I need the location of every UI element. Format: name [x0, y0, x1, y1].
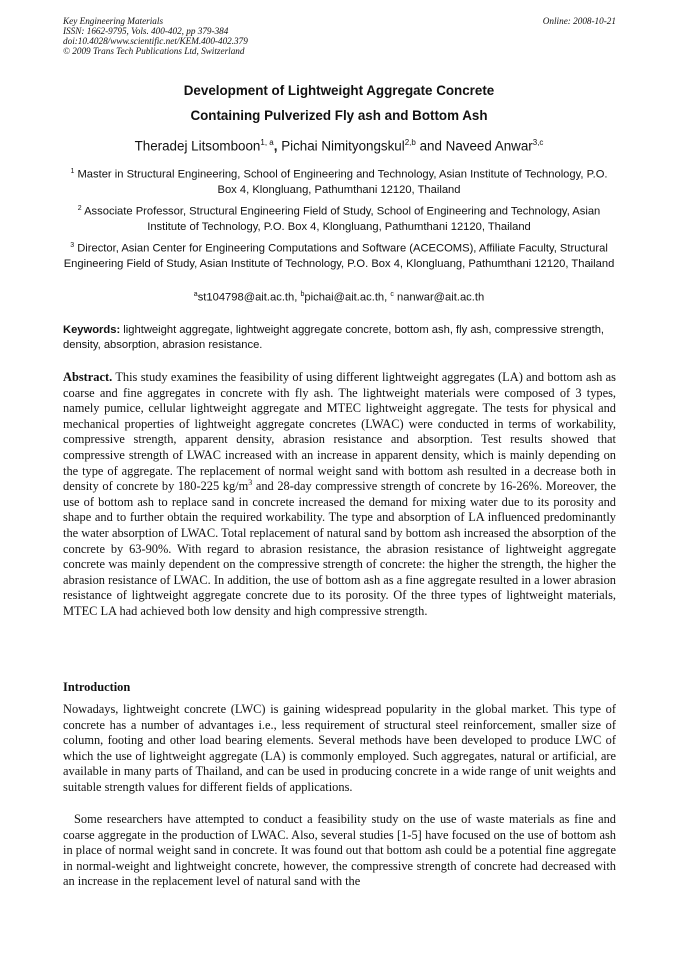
keywords-label: Keywords:: [63, 324, 121, 336]
author-1-sup: 1, a: [260, 138, 274, 147]
affiliation-3: [60, 238, 618, 272]
keywords: [63, 323, 616, 353]
journal-name: Key Engineering Materials: [63, 16, 164, 26]
introduction-paragraph-2: Some researchers have attempted to conduct a feasibility study on the use of waste materials as fine and coarse aggregate in the production of LWAC. Also, several studies [1-5] have focused on the use of bottom ash in place of normal weight sand in concrete. It was found out that bottom ash could be a potential fine aggregate in normal-weight and lightweight concrete, however, the compressive strength of concrete had decreased with an increase in the replacement level of natural sand with the: [63, 812, 616, 889]
author-2-name: Pichai Nimityongskul: [281, 138, 405, 154]
copyright-line: © 2009 Trans Tech Publications Ltd, Switzerland: [63, 46, 245, 56]
abstract-text-2: and 28-day compressive strength of concrete by 16-26%. Moreover, the use of bottom ash to replace sand in concrete increased the demand for mixing water due to its porosity and shape and to further obtain the required workability. The type and absorption of LA influenced predominantly the water absorption of LWAC. Total replacement of natural sand by bottom ash increased the absorption of the concrete by 63-90%. With regard to abrasion resistance, the abrasion resistance of lightweight aggregate concrete was mainly dependent on the compressive strength of concrete: the higher the strength, the higher the abrasion resistance of LWAC. In addition, the use of bottom ash as a fine aggregate resulted in a lower abrasion resistance of lightweight aggregate concrete due to its porosity. Of the three types of lightweight materials, MTEC LA had achieved both low density and high compressive strength.: [63, 479, 616, 618]
paper-title-line-1: Development of Lightweight Aggregate Concrete: [183, 83, 495, 98]
paper-title-line-2: Containing Pulverized Fly ash and Bottom Ash: [190, 108, 488, 123]
online-date: Online: 2008-10-21: [542, 16, 616, 26]
journal-header: [63, 16, 616, 56]
author-3-name: Naveed Anwar: [445, 138, 533, 154]
affiliation-2-num: 2: [77, 205, 82, 212]
section-heading-introduction: Introduction: [63, 680, 131, 694]
abstract-label: Abstract.: [63, 370, 113, 384]
author-emails: [60, 287, 618, 306]
doi-line: doi:10.4028/www.scientific.net/KEM.400-402.379: [63, 36, 248, 46]
introduction-paragraph-1: Nowadays, lightweight concrete (LWC) is gaining widespread popularity in the global market. This type of concrete has a number of advantages i.e., less requirement of structural steel reinforcement, smaller size of column, footing and other load bearing elements. Several methods have been developed to produce LWC of which the use of lightweight aggregate (LA) is commonly employed. Such aggregates, natural or artificial, are available in many parts of Thailand, and can be used in producing concrete in a wide range of unit weights and suitable strength values for different fields of applications.: [63, 702, 616, 794]
email-2-sup: b: [300, 291, 305, 298]
abstract: [63, 370, 616, 620]
issn-line: ISSN: 1662-9795, Vols. 400-402, pp 379-384: [63, 26, 229, 36]
keywords-text: lightweight aggregate, lightweight aggregate concrete, bottom ash, fly ash, compressive strength, density, absorption, abrasion resistance.: [63, 324, 605, 351]
affiliation-3-num: 3: [70, 242, 75, 249]
abstract-superscript: 3: [248, 478, 253, 488]
affiliation-1: [60, 164, 618, 198]
email-3: nanwar@ait.ac.th: [393, 291, 485, 304]
affiliation-2-text: Associate Professor, Structural Engineering Field of Study, School of Engineering and Technology, Asian Institute of Technology, P.O. Box 4, Klongluang, Pathumthani 12120, Thailand: [81, 205, 601, 233]
email-1-sup: a: [193, 291, 198, 298]
email-2: pichai@ait.ac.th,: [304, 291, 391, 304]
author-1-name: Theradej Litsomboon: [134, 138, 261, 154]
email-1: st104798@ait.ac.th,: [197, 291, 301, 304]
author-list: [40, 138, 638, 153]
affiliation-1-num: 1: [70, 168, 75, 175]
author-sep-1: ,: [273, 138, 282, 154]
author-3-sup: 3,c: [532, 138, 544, 147]
affiliation-3-text: Director, Asian Center for Engineering Computations and Software (ACECOMS), Affiliate Faculty, Structural Engineering Field of Study, Asian Institute of Technology, P.O. Box 4, Klongluang, Pathumthani 12120, Thailand: [63, 242, 615, 270]
abstract-text-1: This study examines the feasibility of using different lightweight aggregates (LA) and bottom ash as coarse and fine aggregates in concrete with fly ash. The lightweight materials were composed of 3 types, namely pumice, cellular lightweight aggregate and MTEC lightweight aggregate. The tests for physical and mechanical properties of lightweight aggregate concretes (LWAC) were conducted in terms of workability, compressive strength, apparent density, abrasion resistance and absorption. Test results showed that compressive strength of LWAC increased with an increase in apparent density, which is mainly depending on the type of aggregate. The replacement of normal weight sand with bottom ash resulted in a decrease both in density of concrete by 180-225 kg/m: [63, 370, 616, 494]
email-3-sup: c: [390, 291, 394, 298]
affiliation-1-text: Master in Structural Engineering, School of Engineering and Technology, Asian Institute of Technology, P.O. Box 4, Klongluang, Pathumthani 12120, Thailand: [74, 168, 608, 196]
author-2-sup: 2,b: [404, 138, 416, 147]
author-sep-2: and: [415, 138, 446, 154]
affiliation-2: [60, 201, 618, 235]
